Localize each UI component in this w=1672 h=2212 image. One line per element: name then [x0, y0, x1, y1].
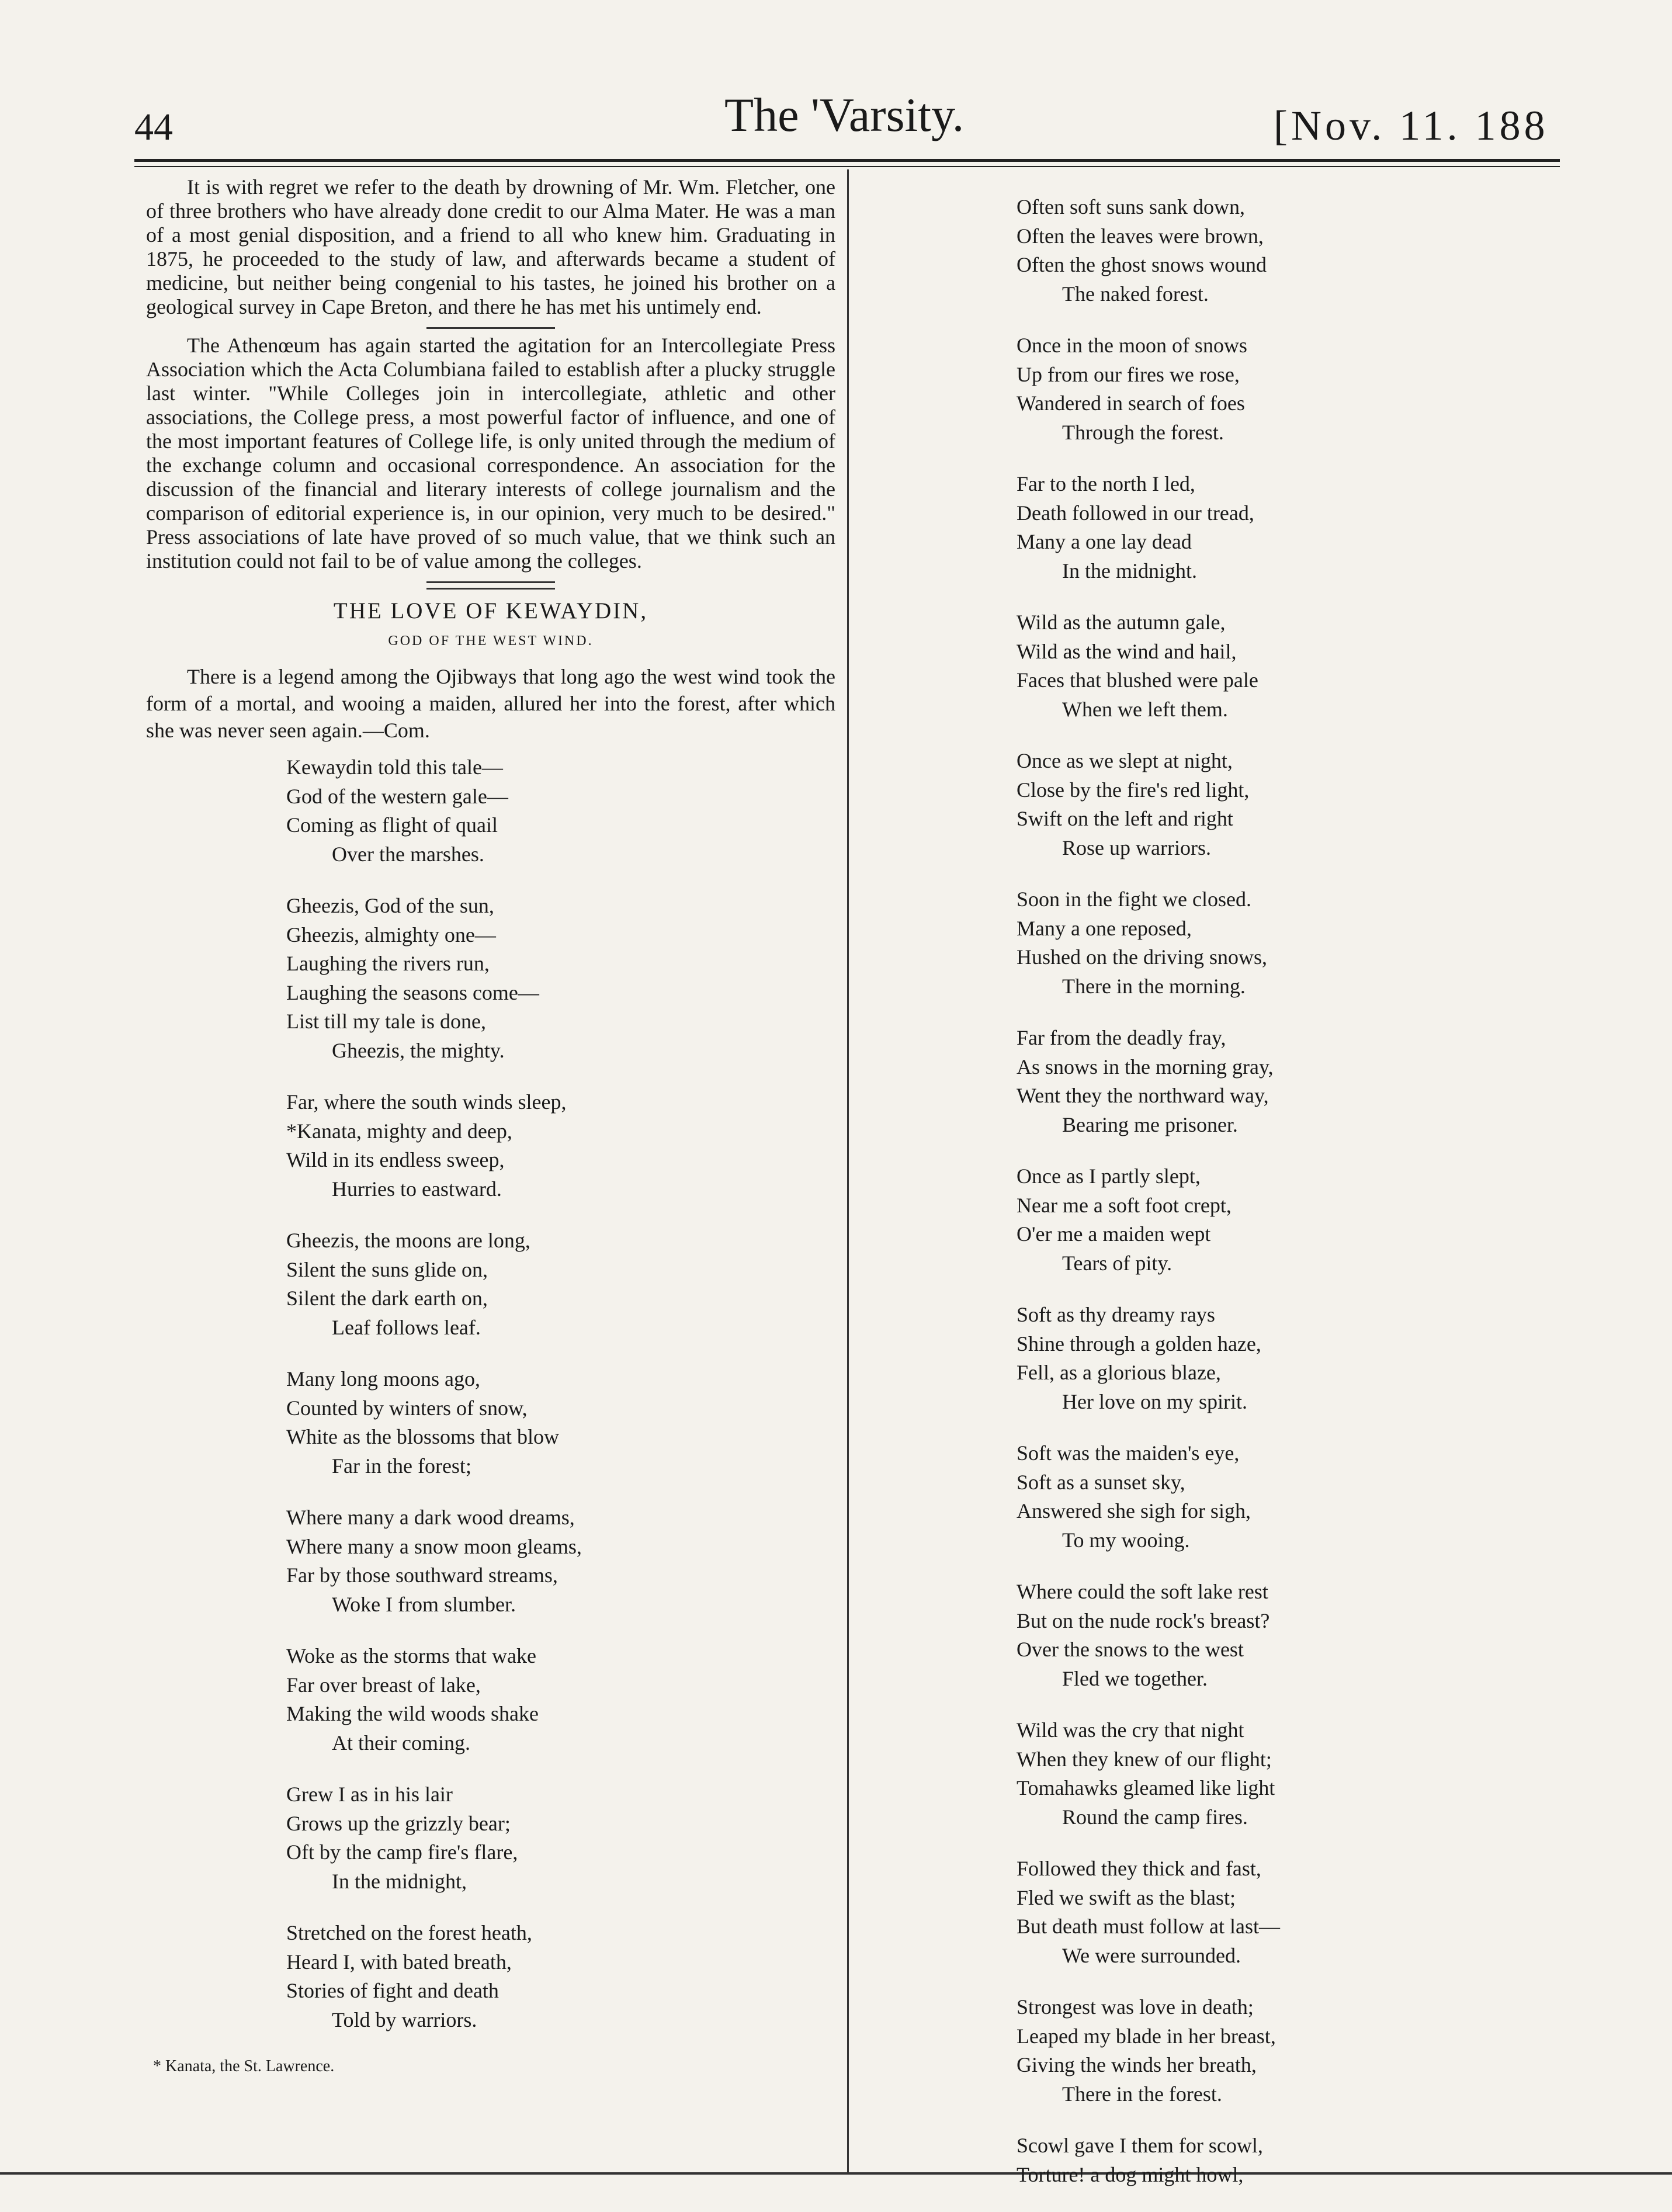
poem-line: Hurries to eastward.: [332, 1177, 502, 1201]
poem-line: O'er me a maiden wept: [1017, 1222, 1211, 1246]
stanza: [1017, 885, 1542, 1001]
header-rule: [134, 159, 1560, 162]
stanza: [1017, 608, 1542, 724]
poem-line: Gheezis, God of the sun,: [286, 894, 494, 917]
stanza: [1017, 2131, 1542, 2189]
stanza: [1017, 1162, 1542, 1278]
issue-date: [Nov. 11. 188: [1274, 102, 1549, 149]
stanza: [286, 892, 835, 1065]
poem-line: Stories of fight and death: [286, 1979, 499, 2002]
poem-line: Over the snows to the west: [1017, 1638, 1244, 1661]
poem-line: Stretched on the forest heath,: [286, 1921, 532, 1944]
poem-line: But death must follow at last—: [1017, 1915, 1280, 1938]
poem-line: But on the nude rock's breast?: [1017, 1608, 1270, 1632]
poem-line: Wild was the cry that night: [1017, 1718, 1244, 1742]
editorial-fletcher: It is with regret we refer to the death by drowning of Mr. Wm. Fletcher, one of three brothers who have already done credit to our Alma Mater. He was a man of a most genial disposition, and a friend to all who knew him. Graduating in 1875, he proceeded to the study of law, and afterwards became a student of medicine, but neither being congenial to his tastes, he joined his brother on a geological survey in Cape Breton, and there he has met his untimely end.: [146, 175, 835, 318]
section-divider: [426, 581, 555, 583]
poem-line: Counted by winters of snow,: [286, 1396, 528, 1420]
stanza: [1017, 1024, 1542, 1139]
poem-line: Over the marshes.: [332, 842, 484, 866]
stanza: [286, 1503, 835, 1619]
poem-line: List till my tale is done,: [286, 1010, 486, 1033]
stanza: [1017, 1301, 1542, 1416]
poem-line: To my wooing.: [1062, 1528, 1190, 1552]
poem-line: At their coming.: [332, 1731, 470, 1755]
poem-line: Gheezis, the mighty.: [332, 1038, 505, 1062]
poem-line: Leaf follows leaf.: [332, 1315, 481, 1339]
stanza: [1017, 1854, 1542, 1970]
stanza: [1017, 1716, 1542, 1832]
poem-line: Tears of pity.: [1062, 1251, 1173, 1275]
column-divider: [847, 169, 849, 2173]
poem-line: Soft as a sunset sky,: [1017, 1470, 1185, 1494]
poem-title: THE LOVE OF KEWAYDIN,: [333, 598, 648, 623]
stanza: [286, 753, 835, 869]
poem-line: Once as we slept at night,: [1017, 749, 1233, 772]
poem-line: Far over breast of lake,: [286, 1673, 481, 1697]
poem-line: Tomahawks gleamed like light: [1017, 1776, 1275, 1800]
poem-line: Faces that blushed were pale: [1017, 668, 1258, 692]
poem-line: Laughing the rivers run,: [286, 952, 490, 975]
poem-line: Bearing me prisoner.: [1062, 1112, 1238, 1136]
poem-line: Death followed in our tread,: [1017, 501, 1254, 525]
poem-line: When we left them.: [1062, 697, 1228, 721]
poem-line: White as the blossoms that blow: [286, 1425, 559, 1448]
stanza: [286, 1226, 835, 1342]
stanza: [1017, 1577, 1542, 1693]
poem-line: Wild in its endless sweep,: [286, 1148, 505, 1171]
poem-line: There in the morning.: [1062, 974, 1246, 998]
page-number: 44: [134, 106, 173, 148]
poem-line: Shine through a golden haze,: [1017, 1332, 1261, 1355]
poem-line: Strongest was love in death;: [1017, 1995, 1254, 2019]
poem-line: Heard I, with bated breath,: [286, 1950, 512, 1974]
poem-line: Leaped my blade in her breast,: [1017, 2024, 1276, 2048]
poem-line: Far, where the south winds sleep,: [286, 1090, 567, 1114]
poem-line: Torture! a dog might howl,: [1017, 2162, 1244, 2186]
poem-line: Many long moons ago,: [286, 1367, 480, 1391]
poem-line: As snows in the morning gray,: [1017, 1055, 1274, 1079]
poem-line: *Kanata, mighty and deep,: [286, 1119, 512, 1143]
poem-line: Fell, as a glorious blaze,: [1017, 1361, 1221, 1384]
poem-line: The naked forest.: [1062, 282, 1209, 306]
section-divider: [426, 327, 555, 329]
poem-line: Coming as flight of quail: [286, 813, 498, 837]
poem-line: God of the western gale—: [286, 784, 508, 808]
poem-line: Silent the dark earth on,: [286, 1287, 488, 1310]
stanza: [1017, 193, 1542, 308]
poem-line: Often the ghost snows wound: [1017, 253, 1267, 276]
poem-line: Often soft suns sank down,: [1017, 195, 1245, 219]
poem-line: Wild as the wind and hail,: [1017, 639, 1237, 663]
poem-line: Making the wild woods shake: [286, 1702, 539, 1725]
poem-line: Fled we together.: [1062, 1666, 1208, 1690]
poem-line: Oft by the camp fire's flare,: [286, 1840, 518, 1864]
poem-line: Near me a soft foot crept,: [1017, 1193, 1232, 1217]
header-rule-thin: [134, 166, 1560, 167]
poem-line: Giving the winds her breath,: [1017, 2053, 1257, 2076]
poem-line: Scowl gave I them for scowl,: [1017, 2134, 1263, 2157]
poem-line: Where many a snow moon gleams,: [286, 1534, 582, 1558]
poem-line: Up from our fires we rose,: [1017, 362, 1240, 386]
poem-line: We were surrounded.: [1062, 1943, 1241, 1967]
poem-right-stanzas: [1017, 193, 1542, 2189]
poem-line: Rose up warriors.: [1062, 835, 1211, 859]
editorial-press-association: The Athenœum has again started the agitation for an Intercollegiate Press Association which the Acta Columbiana failed to establish after a plucky struggle last winter. "While Colleges join in intercollegiate, athletic and other associations, the College press, a most powerful factor of influence, and one of the most important features of College life, is only united through the medium of the exchange column and occasional correspondence. An association for the discussion of the financial and literary interests of college journalism and the comparison of editorial experience is, in our opinion, very much to be desired." Press associations of late have proved of so much value, that we think such an institution could not fail to be of value among the colleges.: [146, 334, 835, 573]
poem-line: Kewaydin told this tale—: [286, 755, 503, 779]
poem-line: Grows up the grizzly bear;: [286, 1811, 511, 1835]
poem-line: Many a one lay dead: [1017, 530, 1192, 553]
poem-line: Answered she sigh for sigh,: [1017, 1499, 1251, 1523]
poem-line: Silent the suns glide on,: [286, 1257, 488, 1281]
page-header: [0, 88, 1672, 152]
stanza: [1017, 1439, 1542, 1555]
right-column: [1017, 193, 1542, 2212]
stanza: [1017, 331, 1542, 447]
stanza: [1017, 1993, 1542, 2109]
poem-line: Soft was the maiden's eye,: [1017, 1441, 1240, 1465]
poem-line: Through the forest.: [1062, 420, 1224, 444]
poem-line: In the midnight.: [1062, 559, 1197, 583]
stanza: [286, 1365, 835, 1481]
poem-line: Soft as thy dreamy rays: [1017, 1303, 1215, 1326]
section-divider: [426, 588, 555, 590]
poem-line: Gheezis, almighty one—: [286, 923, 496, 946]
poem-line: Many a one reposed,: [1017, 916, 1192, 940]
poem-line: Swift on the left and right: [1017, 807, 1233, 830]
poem-line: When they knew of our flight;: [1017, 1747, 1272, 1771]
poem-line: Once in the moon of snows: [1017, 334, 1247, 357]
stanza: [286, 1780, 835, 1896]
stanza: [286, 1919, 835, 2034]
poem-subtitle: GOD OF THE WEST WIND.: [388, 633, 594, 649]
poem-line: Her love on my spirit.: [1062, 1389, 1247, 1413]
stanza: [1017, 470, 1542, 585]
poem-line: Far from the deadly fray,: [1017, 1026, 1226, 1049]
poem-line: Woke I from slumber.: [332, 1592, 516, 1616]
poem-line: Round the camp fires.: [1062, 1805, 1248, 1829]
poem-line: Where many a dark wood dreams,: [286, 1506, 575, 1529]
stanza: [286, 1642, 835, 1757]
poem-line: Went they the northward way,: [1017, 1084, 1269, 1107]
poem-line: Far to the north I led,: [1017, 472, 1195, 495]
poem-line: Gheezis, the moons are long,: [286, 1229, 530, 1252]
poem-line: Far in the forest;: [332, 1454, 471, 1478]
poem-line: There in the forest.: [1062, 2082, 1222, 2106]
poem-line: Soon in the fight we closed.: [1017, 887, 1251, 911]
poem-line: In the midnight,: [332, 1869, 467, 1893]
poem-line: Hushed on the driving snows,: [1017, 945, 1267, 969]
poem-intro: There is a legend among the Ojibways that long ago the west wind took the form of a mortal, and wooing a maiden, allured her into the forest, after which she was never seen again.—Com.: [146, 665, 835, 742]
poem-line: Wild as the autumn gale,: [1017, 611, 1226, 634]
poem-line: Fled we swift as the blast;: [1017, 1885, 1236, 1909]
poem-line: Laughing the seasons come—: [286, 980, 539, 1004]
poem-line: Once as I partly slept,: [1017, 1164, 1201, 1188]
poem-line: Often the leaves were brown,: [1017, 224, 1264, 248]
poem-line: Told by warriors.: [332, 2008, 477, 2031]
stanza: [1017, 747, 1542, 862]
poem-line: Grew I as in his lair: [286, 1783, 453, 1806]
masthead-title: The 'Varsity.: [724, 88, 965, 141]
poem-left-stanzas: [146, 753, 835, 2034]
left-column: [146, 175, 835, 2076]
poem-line: Wandered in search of foes: [1017, 391, 1245, 415]
poem-line: Far by those southward streams,: [286, 1563, 558, 1587]
poem-line: Where could the soft lake rest: [1017, 1580, 1268, 1603]
footnote: * Kanata, the St. Lawrence.: [153, 2057, 335, 2075]
poem-line: Close by the fire's red light,: [1017, 778, 1250, 802]
poem-line: Followed they thick and fast,: [1017, 1857, 1261, 1880]
poem-line: Woke as the storms that wake: [286, 1644, 536, 1667]
stanza: [286, 1088, 835, 1204]
